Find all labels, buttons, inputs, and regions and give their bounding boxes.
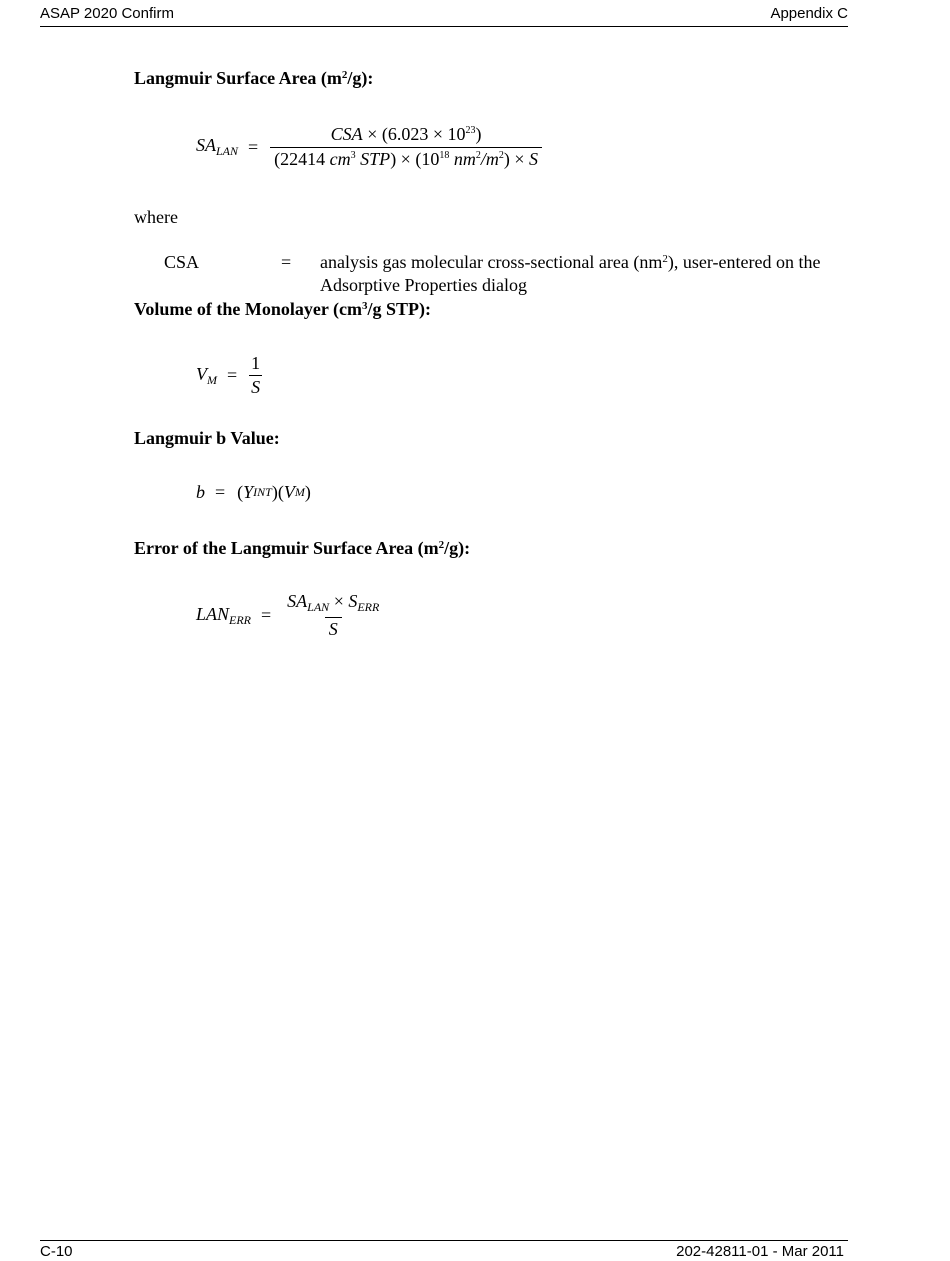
equation-b: b = ( Y INT )( V M ) [196,482,311,502]
equation-lan-err: $LAN_{ERR}$ = $\frac{SA_{LAN} \times S_{ERR}}{S}$ [196,591,383,640]
definition-description-line2: Adsorptive Properties dialog [320,275,527,295]
fraction-sa-lan [270,124,542,170]
equation-sa-lan: $SA_{LAN}$ = $\frac{CSA \times (6.023 \times 10^{23})}{(22414 cm^3 STP) \times (10^{18} nm^2/m^2) \times S}$ [196,124,542,170]
fraction-lan-err: $\frac{SA_{LAN} \times S_{ERR}}{S}$ [287,591,380,639]
header-section: Appendix C [770,5,848,22]
definition-term: CSA [164,252,200,272]
page-header [40,4,848,27]
where-label: where [134,207,178,227]
equation-vm: $V_M$ = $\frac{1}{S}$ [196,353,261,397]
definition-equals: = [281,252,292,272]
page-footer [40,1240,848,1261]
denominator: (22414 $cm^3$ $STP) \times (10^{18}$ $nm^2/m^2) \times S$ [270,147,542,170]
header-title: ASAP 2020 Confirm [40,5,174,22]
definition-description: analysis gas molecular cross-sectional area $(nm^2)$, user-entered on the [320,252,821,272]
page-number: C-10 [40,1243,73,1260]
fraction-vm: $\frac{1}{S}$ [251,353,261,397]
numerator: CSA × $(6.023 \times 10^{23})$ [330,124,482,144]
heading-volume-monolayer: Volume of the Monolayer ($cm^3/g$ STP): [134,299,431,319]
heading-error-langmuir: Error of the Langmuir Surface Area $(m^2/g)$: [134,538,471,558]
heading-b-value: Langmuir b Value: [134,428,280,448]
document-id: 202-42811-01 - Mar 2011 [676,1243,844,1260]
heading-langmuir-surface-area: Langmuir Surface Area $(m^2/g)$: [134,68,374,88]
